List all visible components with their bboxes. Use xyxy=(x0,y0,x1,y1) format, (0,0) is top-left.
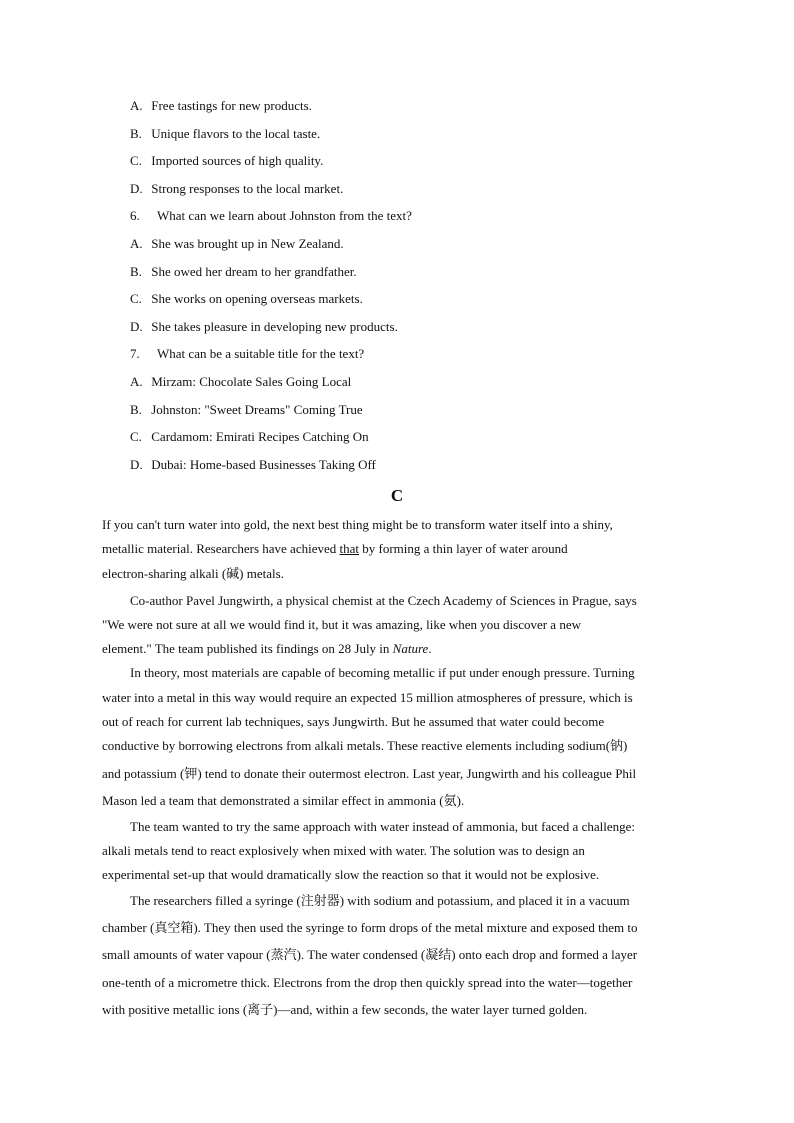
option-text: Strong responses to the local market. xyxy=(151,181,344,196)
option-text: Mirzam: Chocolate Sales Going Local xyxy=(151,374,352,389)
passage-line: Co-author Pavel Jungwirth, a physical chemist at the Czech Academy of Sciences in Prague, says xyxy=(130,593,637,608)
passage-line: water into a metal in this way would require an expected 15 million atmospheres of pressure, which is xyxy=(102,690,633,705)
option-label: A. xyxy=(130,374,143,389)
passage-line xyxy=(102,641,432,657)
passage-line: experimental set-up that would dramatically slow the reaction so that it would not be explosive. xyxy=(102,867,600,882)
option-text: Free tastings for new products. xyxy=(151,98,312,113)
option-text: Dubai: Home-based Businesses Taking Off xyxy=(151,457,376,472)
question-number: 7. xyxy=(130,346,140,361)
option-label: D. xyxy=(130,319,143,334)
option-text: Johnston: "Sweet Dreams" Coming True xyxy=(151,402,363,417)
passage-line: The researchers filled a syringe (注射器) with sodium and potassium, and placed it in a vacuum xyxy=(130,893,630,908)
option-7a xyxy=(130,374,351,390)
option-6d xyxy=(130,319,398,335)
option-text: Unique flavors to the local taste. xyxy=(151,126,321,141)
journal-name: Nature xyxy=(392,641,429,656)
option-label: C. xyxy=(130,429,142,444)
option-7d xyxy=(130,457,376,473)
option-6b xyxy=(130,264,357,280)
question-text: What can we learn about Johnston from the text? xyxy=(157,208,412,223)
option-label: B. xyxy=(130,126,142,141)
section-title: C xyxy=(390,486,404,505)
question-6 xyxy=(130,208,412,224)
option-label: A. xyxy=(130,236,143,251)
option-text: She works on opening overseas markets. xyxy=(151,291,363,306)
option-6a xyxy=(130,236,344,252)
option-label: B. xyxy=(130,402,142,417)
option-5a xyxy=(130,98,312,114)
option-5c xyxy=(130,153,323,169)
option-label: D. xyxy=(130,457,143,472)
underlined-word: that xyxy=(339,541,359,556)
option-label: D. xyxy=(130,181,143,196)
passage-line: one-tenth of a micrometre thick. Electrons from the drop then quickly spread into the water—together xyxy=(102,975,633,990)
passage-text: by forming a thin layer of water around xyxy=(359,541,568,556)
option-5d xyxy=(130,181,343,197)
question-7 xyxy=(130,346,364,362)
option-text: She was brought up in New Zealand. xyxy=(151,236,344,251)
passage-line: electron-sharing alkali (碱) metals. xyxy=(102,566,284,581)
passage-line: In theory, most materials are capable of becoming metallic if put under enough pressure. Turning xyxy=(130,665,635,680)
question-text: What can be a suitable title for the text? xyxy=(157,346,365,361)
option-6c xyxy=(130,291,363,307)
passage-line: conductive by borrowing electrons from alkali metals. These reactive elements including sodium(钠) xyxy=(102,738,628,753)
option-label: C. xyxy=(130,291,142,306)
option-text: She owed her dream to her grandfather. xyxy=(151,264,357,279)
question-number: 6. xyxy=(130,208,140,223)
passage-text: element." The team published its findings on 28 July in xyxy=(102,641,393,656)
option-7c xyxy=(130,429,369,445)
passage-line: and potassium (钾) tend to donate their outermost electron. Last year, Jungwirth and his colleague Phil xyxy=(102,766,637,781)
option-5b xyxy=(130,126,320,142)
passage-line: small amounts of water vapour (蒸汽). The water condensed (凝结) onto each drop and formed a layer xyxy=(102,947,638,962)
passage-line: Mason led a team that demonstrated a similar effect in ammonia (氨). xyxy=(102,793,465,808)
option-text: Imported sources of high quality. xyxy=(151,153,324,168)
passage-line: "We were not sure at all we would find it, but it was amazing, like when you discover a new xyxy=(102,617,581,632)
passage-line: out of reach for current lab techniques, says Jungwirth. But he assumed that water could become xyxy=(102,714,605,729)
passage-line: The team wanted to try the same approach with water instead of ammonia, but faced a challenge: xyxy=(130,819,635,834)
passage-line: If you can't turn water into gold, the next best thing might be to transform water itself into a shiny, xyxy=(102,517,613,532)
option-text: She takes pleasure in developing new products. xyxy=(151,319,398,334)
passage-text: metallic material. Researchers have achieved xyxy=(102,541,340,556)
option-label: B. xyxy=(130,264,142,279)
passage-text: . xyxy=(428,641,432,656)
option-text: Cardamom: Emirati Recipes Catching On xyxy=(151,429,369,444)
passage-line xyxy=(102,541,568,557)
passage-line: alkali metals tend to react explosively when mixed with water. The solution was to design an xyxy=(102,843,585,858)
passage-line: with positive metallic ions (离子)—and, within a few seconds, the water layer turned golden. xyxy=(102,1002,588,1017)
option-7b xyxy=(130,402,363,418)
option-label: C. xyxy=(130,153,142,168)
option-label: A. xyxy=(130,98,143,113)
passage-line: chamber (真空箱). They then used the syringe to form drops of the metal mixture and exposed them to xyxy=(102,920,638,935)
